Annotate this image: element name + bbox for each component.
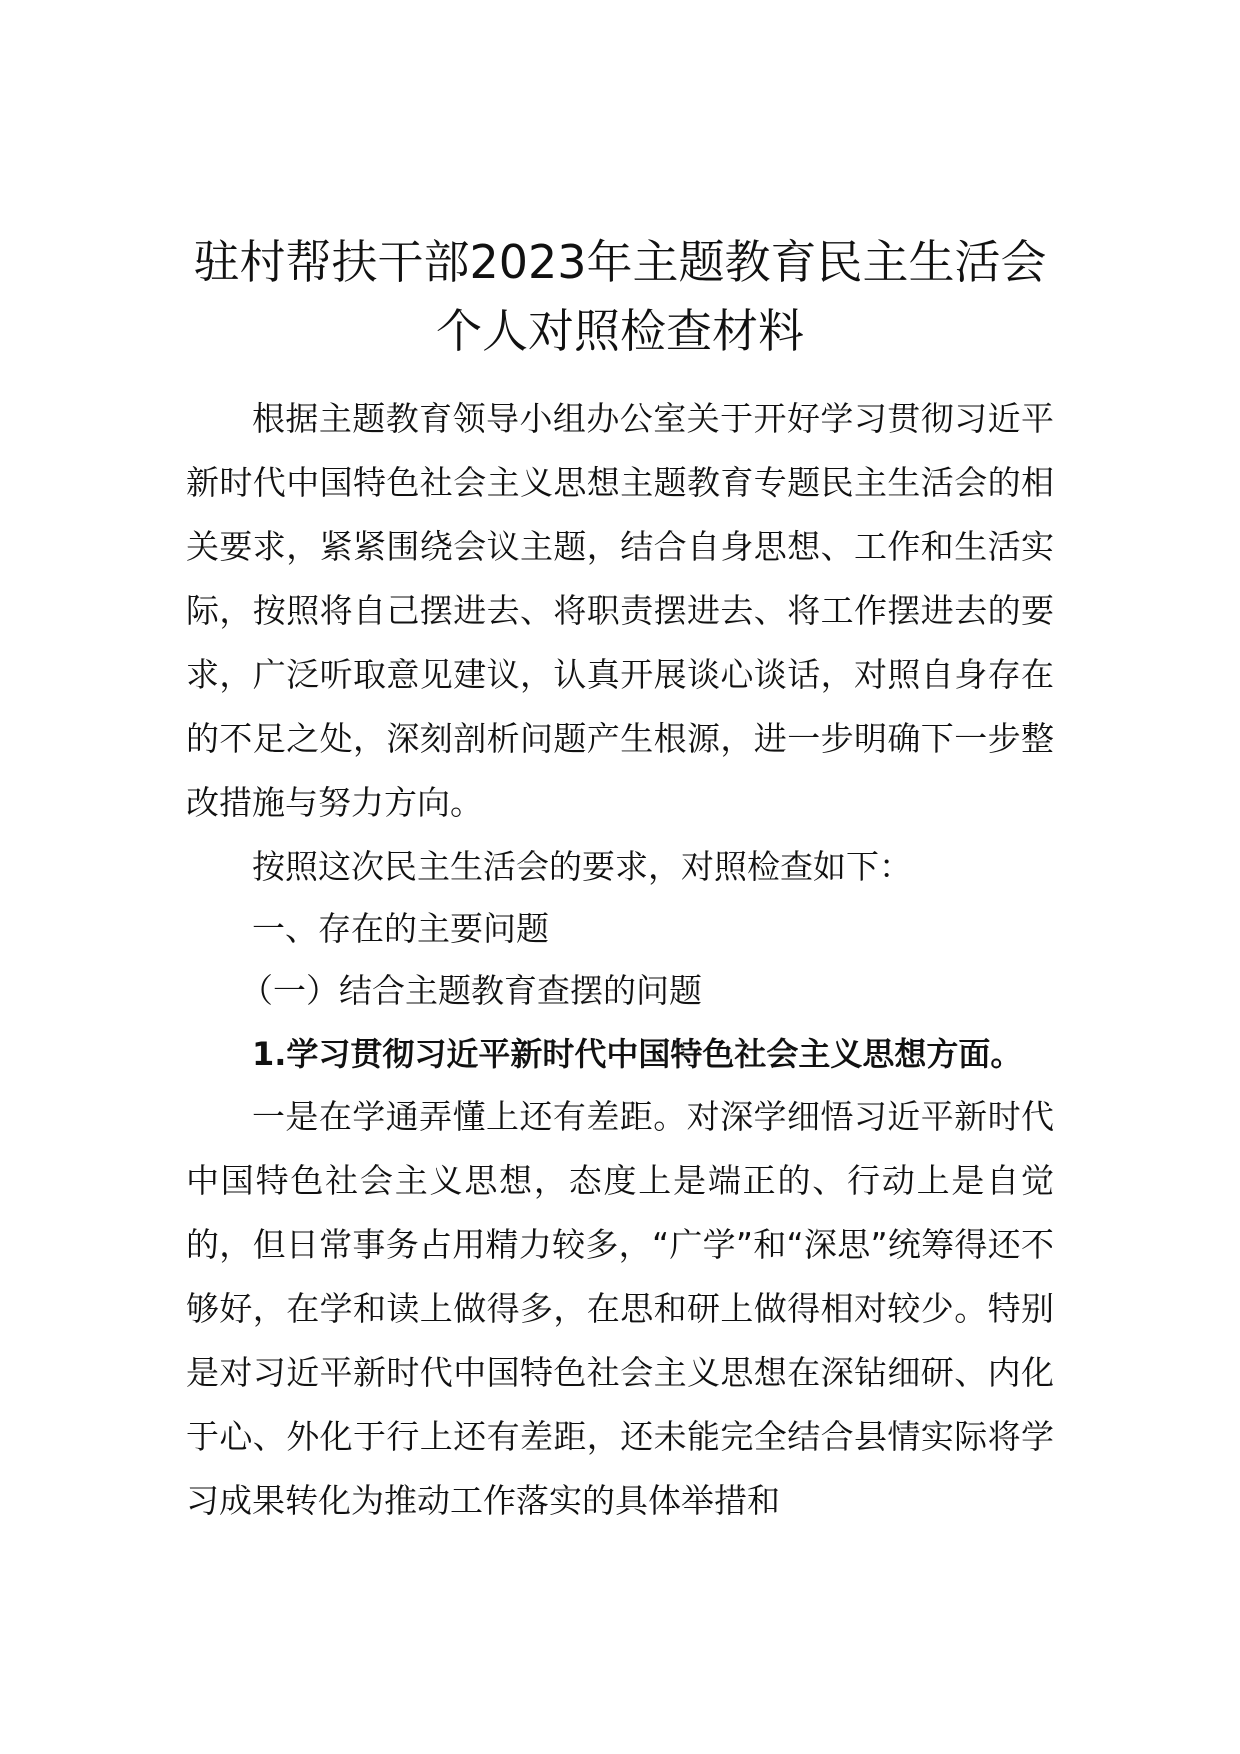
check-intro: 按照这次民主生活会的要求，对照检查如下： (252, 847, 912, 886)
item1-paragraph: 一是在学通弄懂上还有差距。对深学细悟习近平新时代中国特色社会主义思想，态度上是端正的、行动上是自觉的，但日常事务占用精力较多，“广学”和“深思”统筹得还不够好，在学和读上做得多，在思和研上做得相对较少。特别是对习近平新时代中国特色社会主义思想在深钻细研、内化于心、外化于行上还有差距，还未能完全结合县情实际将学习成果转化为推动工作落实的具体举措和 (186, 1097, 1054, 1520)
item1-heading: 1.学习贯彻习近平新时代中国特色社会主义思想方面。 (252, 1035, 1023, 1073)
document-title-line2: 个人对照检查材料 (436, 304, 804, 358)
intro-paragraph: 根据主题教育领导小组办公室关于开好学习贯彻习近平新时代中国特色社会主义思想主题教育专题民主生活会的相关要求，紧紧围绕会议主题，结合自身思想、工作和生活实际，按照将自己摆进去、将职责摆进去、将工作摆进去的要求，广泛听取意见建议，认真开展谈心谈话，对照自身存在的不足之处，深刻剖析问题产生根源，进一步明确下一步整改措施与努力方向。 (186, 399, 1054, 822)
section1-heading: 一、存在的主要问题 (252, 909, 549, 948)
document-title-line1: 驻村帮扶干部2023年主题教育民主生活会 (193, 235, 1047, 289)
subsection1-heading: （一）结合主题教育查摆的问题 (240, 971, 702, 1010)
